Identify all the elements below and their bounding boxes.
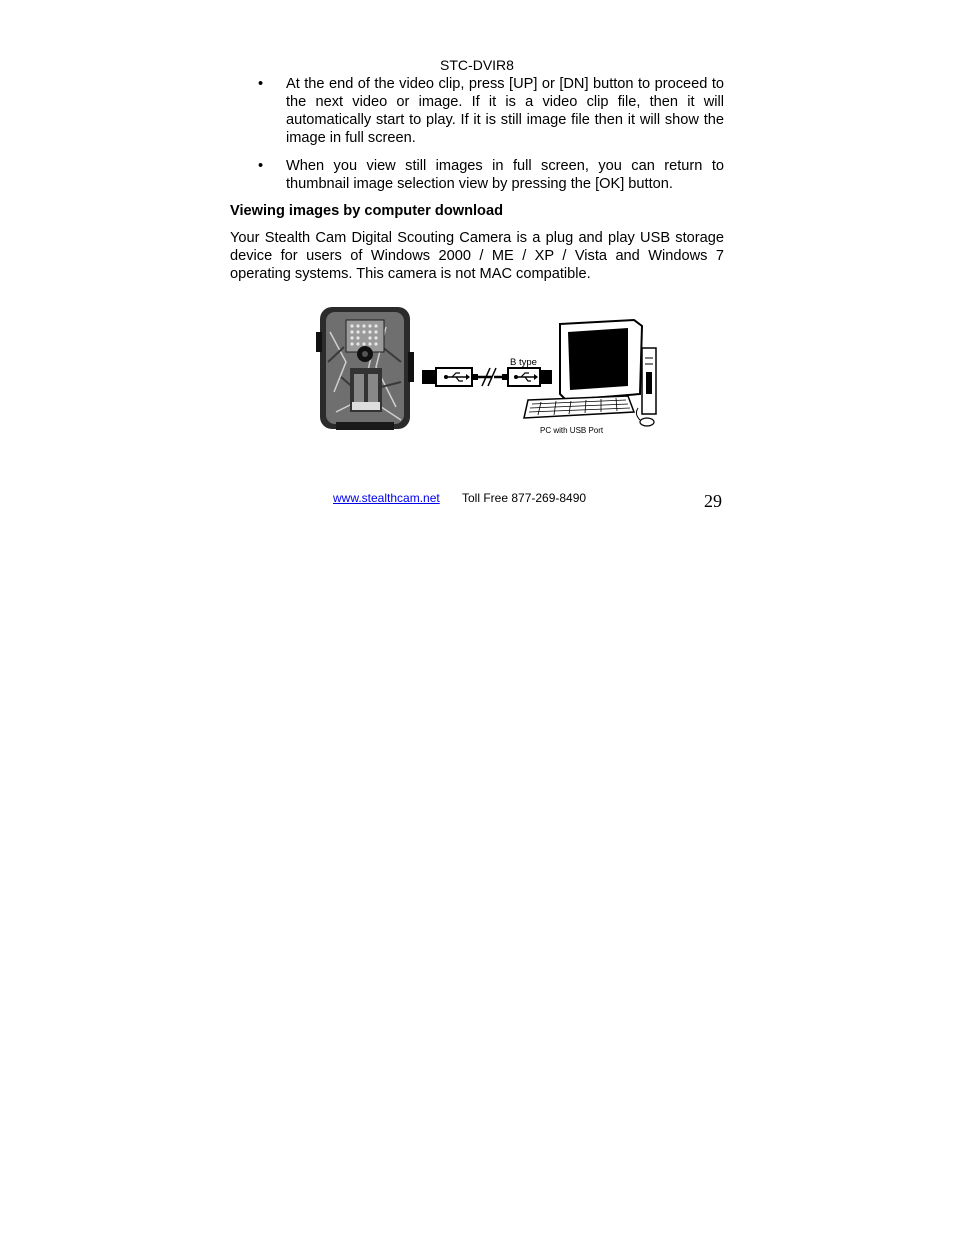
bullet-item	[258, 157, 724, 193]
body-paragraph: Your Stealth Cam Digital Scouting Camera is a plug and play USB storage device for users of Windows 2000 / ME / XP / Vista and Windows 7 operating systems. This camera is not MAC compatible.	[230, 230, 724, 282]
usb-connection-illustration	[316, 302, 662, 442]
page-header-model: STC-DVIR8	[440, 57, 514, 73]
bullet-text: At the end of the video clip, press [UP] or [DN] button to proceed to the next video or image. If it is a video clip file, then it will automatically start to play. If it is still image file then it will show the image in full screen.	[286, 76, 724, 146]
usb-plug-icon	[422, 368, 478, 386]
usb-cable	[478, 368, 502, 386]
cable-type-label: B type	[510, 357, 537, 368]
section-heading: Viewing images by computer download	[230, 203, 504, 219]
trail-camera-icon	[316, 307, 414, 430]
bullet-text: When you view still images in full screen, you can return to thumbnail image selection view by pressing the [OK] button.	[286, 158, 724, 192]
usb-connection-figure	[316, 302, 662, 442]
toll-free-number: Toll Free 877-269-8490	[462, 491, 587, 505]
bullet-item	[258, 75, 724, 147]
bullet-list	[258, 75, 724, 203]
bullet-marker: •	[258, 158, 264, 174]
pc-label: PC with USB Port	[540, 426, 604, 435]
usb-plug-icon	[502, 368, 552, 386]
website-link[interactable]: www.stealthcam.net	[333, 491, 440, 505]
bullet-marker: •	[258, 76, 264, 92]
page-number: 29	[704, 491, 722, 511]
